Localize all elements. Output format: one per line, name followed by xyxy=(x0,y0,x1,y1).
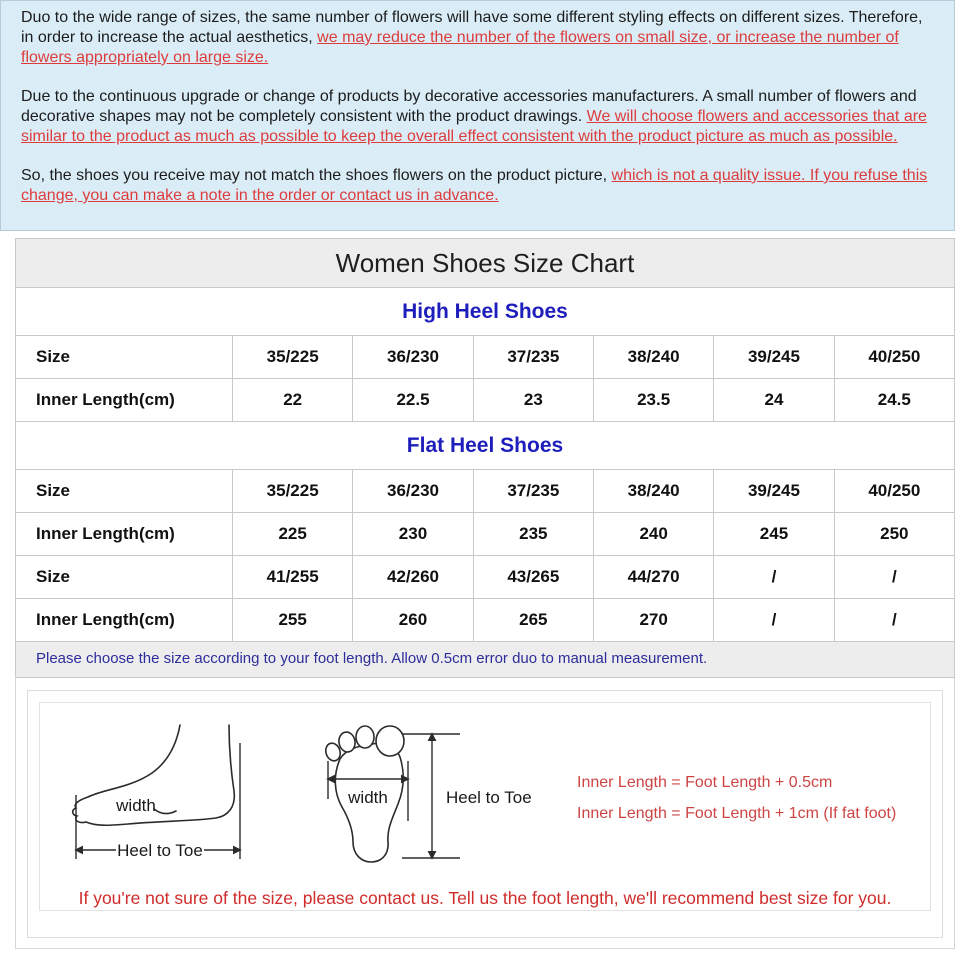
size-table-row xyxy=(16,336,955,379)
measure-diagram-row xyxy=(40,715,930,875)
intro-text: Duo to the wide range of sizes, the same number of flowers will have some different styling effects on different sizes. Therefore, in order to increase the actual aesthetics, xyxy=(21,9,923,46)
size-chart-area xyxy=(15,238,955,949)
intro-paragraph xyxy=(21,87,934,147)
formula-line: Inner Length = Foot Length + 0.5cm xyxy=(577,774,833,791)
section-heading: Flat Heel Shoes xyxy=(16,422,955,470)
section-heading-row xyxy=(16,422,955,470)
size-value-cell: 40/250 xyxy=(834,336,954,379)
intro-text: Due to the continuous upgrade or change of products by decorative accessories manufacturers. A small number of flowers and decorative shapes may not be completely consistent with the product drawings. xyxy=(21,88,917,125)
size-value-cell: / xyxy=(834,556,954,599)
size-value-cell: 37/235 xyxy=(473,336,593,379)
size-value-cell: 235 xyxy=(473,513,593,556)
intro-highlight: We will choose flowers and accessories that are similar to the product as much as possible to keep the overall effect consistent with the product picture as much as possible. xyxy=(21,108,927,145)
row-label-cell: Inner Length(cm) xyxy=(16,599,233,642)
intro-highlight: we may reduce the number of the flowers on small size, or increase the number of flowers appropriately on large size. xyxy=(21,29,899,66)
size-value-cell: 36/230 xyxy=(353,470,473,513)
size-value-cell: 245 xyxy=(714,513,834,556)
size-table-row xyxy=(16,470,955,513)
size-value-cell: 38/240 xyxy=(593,336,713,379)
intro-section xyxy=(0,0,955,231)
heel-to-toe-label: Heel to Toe xyxy=(117,841,203,860)
size-value-cell: 260 xyxy=(353,599,473,642)
size-value-cell: 230 xyxy=(353,513,473,556)
size-value-cell: 24.5 xyxy=(834,379,954,422)
intro-paragraph xyxy=(21,8,934,68)
section-heading-row xyxy=(16,288,955,336)
inner-length-formulas xyxy=(577,767,896,829)
size-value-cell: 44/270 xyxy=(593,556,713,599)
size-value-cell: 36/230 xyxy=(353,336,473,379)
size-value-cell: 265 xyxy=(473,599,593,642)
size-value-cell: 255 xyxy=(233,599,353,642)
size-table-row xyxy=(16,599,955,642)
size-value-cell: 43/265 xyxy=(473,556,593,599)
toe-small xyxy=(356,726,374,748)
row-label-cell: Size xyxy=(16,470,233,513)
size-table-row xyxy=(16,379,955,422)
measure-guide-inner-box xyxy=(39,702,931,911)
size-value-cell: 42/260 xyxy=(353,556,473,599)
foot-side-view-diagram xyxy=(58,721,258,869)
size-chart-title: Women Shoes Size Chart xyxy=(15,238,955,288)
intro-highlight: which is not a quality issue. If you refuse this change, you can make a note in the order or contact us in advance. xyxy=(21,167,928,204)
width-label: width xyxy=(116,796,156,815)
intro-text: So, the shoes you receive may not match the shoes flowers on the product picture, xyxy=(21,167,612,184)
formula-line: Inner Length = Foot Length + 1cm (If fat foot) xyxy=(577,805,897,822)
foot-instep-line xyxy=(154,809,176,814)
width-label: width xyxy=(348,788,388,807)
size-value-cell: 23.5 xyxy=(593,379,713,422)
size-value-cell: 35/225 xyxy=(233,470,353,513)
size-value-cell: 35/225 xyxy=(233,336,353,379)
size-value-cell: 23 xyxy=(473,379,593,422)
size-table-row xyxy=(16,513,955,556)
row-label-cell: Inner Length(cm) xyxy=(16,379,233,422)
size-value-cell: 39/245 xyxy=(714,470,834,513)
big-toe xyxy=(376,726,404,756)
size-value-cell: / xyxy=(834,599,954,642)
heel-to-toe-label: Heel to Toe xyxy=(446,788,532,807)
contact-advice-text: If you're not sure of the size, please contact us. Tell us the foot length, we'll recommend best size for you. xyxy=(78,888,892,908)
footprint-diagram xyxy=(316,725,551,867)
size-chart-body xyxy=(16,288,955,642)
size-value-cell: 240 xyxy=(593,513,713,556)
row-label-cell: Size xyxy=(16,336,233,379)
size-value-cell: 22 xyxy=(233,379,353,422)
size-value-cell: 270 xyxy=(593,599,713,642)
row-label-cell: Size xyxy=(16,556,233,599)
size-value-cell: 41/255 xyxy=(233,556,353,599)
size-value-cell: 22.5 xyxy=(353,379,473,422)
size-value-cell: / xyxy=(714,556,834,599)
size-value-cell: 24 xyxy=(714,379,834,422)
size-chart-table xyxy=(15,287,955,642)
size-table-row xyxy=(16,556,955,599)
size-value-cell: 40/250 xyxy=(834,470,954,513)
size-value-cell: 38/240 xyxy=(593,470,713,513)
row-label-cell: Inner Length(cm) xyxy=(16,513,233,556)
size-value-cell: 37/235 xyxy=(473,470,593,513)
measure-guide-outer-box xyxy=(27,690,943,938)
size-value-cell: 39/245 xyxy=(714,336,834,379)
measure-guide-panel xyxy=(15,678,955,949)
size-value-cell: / xyxy=(714,599,834,642)
size-value-cell: 250 xyxy=(834,513,954,556)
intro-paragraph xyxy=(21,166,934,206)
section-heading: High Heel Shoes xyxy=(16,288,955,336)
size-value-cell: 225 xyxy=(233,513,353,556)
size-note: Please choose the size according to your foot length. Allow 0.5cm error duo to manual measurement. xyxy=(15,642,955,678)
